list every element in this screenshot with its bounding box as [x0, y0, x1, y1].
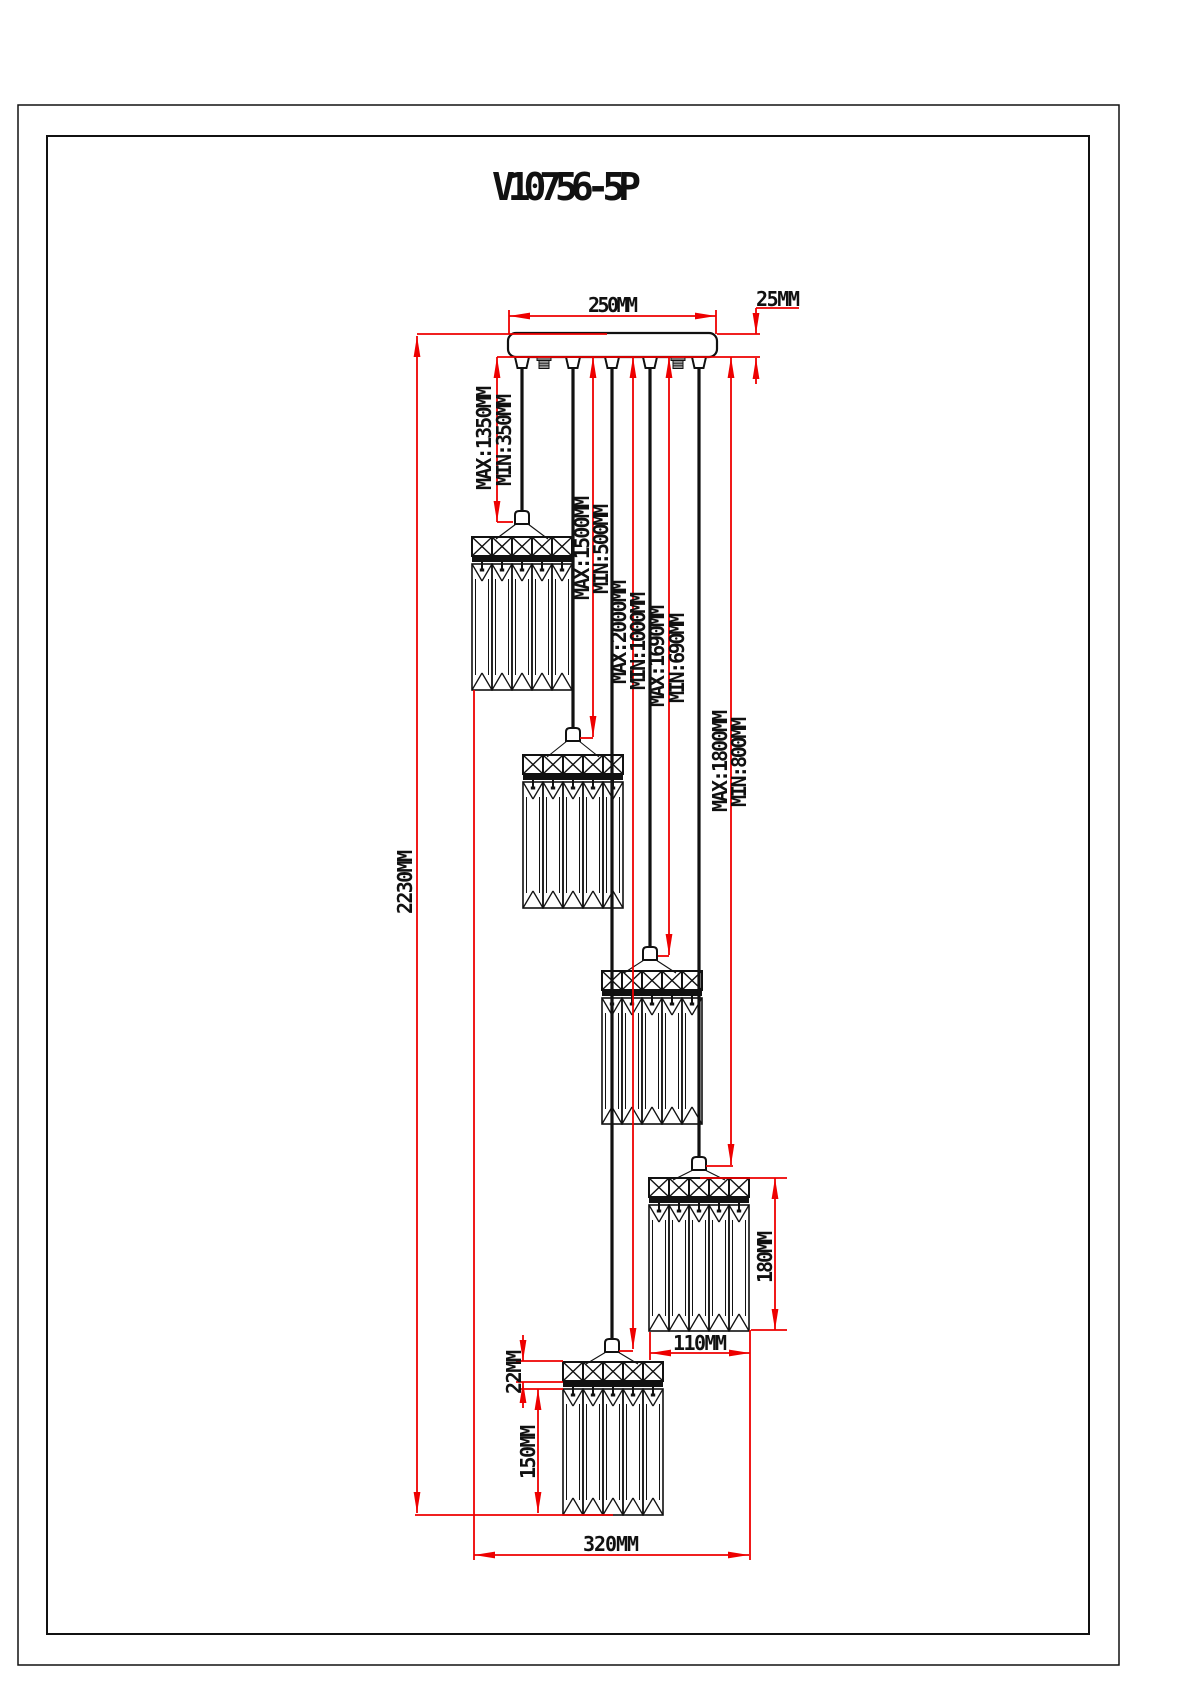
cord-grip: [605, 357, 619, 368]
cord-grip: [566, 357, 580, 368]
crystal-pin: [737, 1210, 741, 1213]
dim-label-shade_top_height: 22MM: [502, 1350, 526, 1394]
crystal-pin: [520, 569, 524, 572]
crystal-pin: [551, 787, 555, 790]
dim-label-drop1_max: MAX:1350MM: [472, 386, 496, 490]
dim-label-drop5_max: MAX:2000MM: [607, 580, 631, 684]
crystal-pin: [670, 1003, 674, 1006]
dimension-arrow: [772, 1309, 779, 1330]
dim-label-drop4_max: MAX:1800MM: [708, 710, 732, 812]
cord-grip: [515, 357, 529, 368]
dimension-arrow: [590, 357, 597, 378]
dimension-arrow: [695, 313, 716, 320]
dimension-arrow: [753, 313, 760, 334]
crystal-pin: [571, 1394, 575, 1397]
dimension-arrow: [535, 1389, 542, 1410]
cord-grip: [692, 357, 706, 368]
shade-ring-bar: [523, 774, 623, 780]
dim-label-shade_height: 180MM: [753, 1231, 777, 1283]
dimension-lines: [414, 308, 799, 1560]
lamp-socket: [566, 728, 580, 741]
dim-label-drop2_min: MIN:500MM: [589, 504, 613, 594]
crystal-pin: [677, 1210, 681, 1213]
dim-label-shade_crystal_height: 150MM: [516, 1425, 540, 1479]
crystal-pin: [631, 1394, 635, 1397]
dimension-arrow: [414, 336, 421, 357]
dimension-arrow: [666, 934, 673, 955]
dimension-arrow: [630, 357, 637, 378]
crystal-pin: [651, 1394, 655, 1397]
dimension-arrow: [414, 1492, 421, 1513]
dimension-arrow: [494, 357, 501, 378]
dim-label-drop4_min: MIN:800MM: [727, 717, 751, 807]
dim-label-drop5_min: MIN:1000MM: [626, 592, 650, 690]
screw-body: [673, 361, 683, 369]
dimension-arrow: [474, 1552, 495, 1559]
cord-grip: [643, 357, 657, 368]
pendant-4: [649, 357, 749, 1331]
dimension-arrow: [535, 1492, 542, 1513]
crystal-pin: [591, 787, 595, 790]
lamp-socket: [605, 1339, 619, 1352]
shade-ring-bar: [472, 556, 572, 562]
shade-ring-bar: [649, 1197, 749, 1203]
crystal-pin: [480, 569, 484, 572]
crystal-pin: [697, 1210, 701, 1213]
crystal-pin: [591, 1394, 595, 1397]
dim-label-drop1_min: MIN:350MM: [492, 394, 516, 486]
crystal-pin: [531, 787, 535, 790]
dim-label-total_height: 2230MM: [393, 850, 417, 914]
lamp-socket: [643, 947, 657, 960]
crystal-pin: [717, 1210, 721, 1213]
crystal-pin: [690, 1003, 694, 1006]
dimension-arrow: [728, 1552, 749, 1559]
crystal-pin: [650, 1003, 654, 1006]
dimension-arrow: [772, 1178, 779, 1199]
pendant-3: [602, 357, 702, 1124]
dimension-arrow: [728, 357, 735, 378]
dimension-arrow: [729, 1350, 750, 1357]
dimension-arrow: [494, 501, 501, 522]
lamp-socket: [692, 1157, 706, 1170]
crystal-pin: [657, 1210, 661, 1213]
dim-label-shade_width: 110MM: [673, 1331, 727, 1355]
dimension-arrow: [728, 1144, 735, 1165]
model-title: V10756-5P: [492, 165, 642, 209]
dim-label-drop3_max: MAX:1690MM: [645, 605, 669, 707]
dim-label-drop2_max: MAX:1500MM: [570, 496, 594, 600]
crystal-pin: [560, 569, 564, 572]
dimension-arrow: [650, 1350, 671, 1357]
screw-body: [539, 361, 549, 369]
dimension-arrow: [509, 313, 530, 320]
crystal-pin: [500, 569, 504, 572]
canopy-screw: [671, 357, 685, 369]
dim-label-canopy_thickness: 25MM: [756, 287, 800, 311]
crystal-pin: [571, 787, 575, 790]
dimension-labels: [393, 287, 800, 1556]
crystal-pin: [611, 1394, 615, 1397]
dim-label-total_width: 320MM: [583, 1532, 639, 1556]
dimension-arrow: [630, 1328, 637, 1349]
canopy-plate: [508, 333, 717, 357]
shade-ring-bar: [602, 990, 702, 996]
shade-ring-bar: [563, 1381, 663, 1387]
dimension-arrow: [753, 358, 760, 379]
dim-label-canopy_width: 250MM: [588, 293, 638, 317]
dim-label-drop3_min: MIN:690MM: [665, 613, 689, 703]
crystal-pin: [540, 569, 544, 572]
canopy-screw: [537, 357, 551, 369]
dimension-arrow: [590, 716, 597, 737]
lamp-socket: [515, 511, 529, 524]
